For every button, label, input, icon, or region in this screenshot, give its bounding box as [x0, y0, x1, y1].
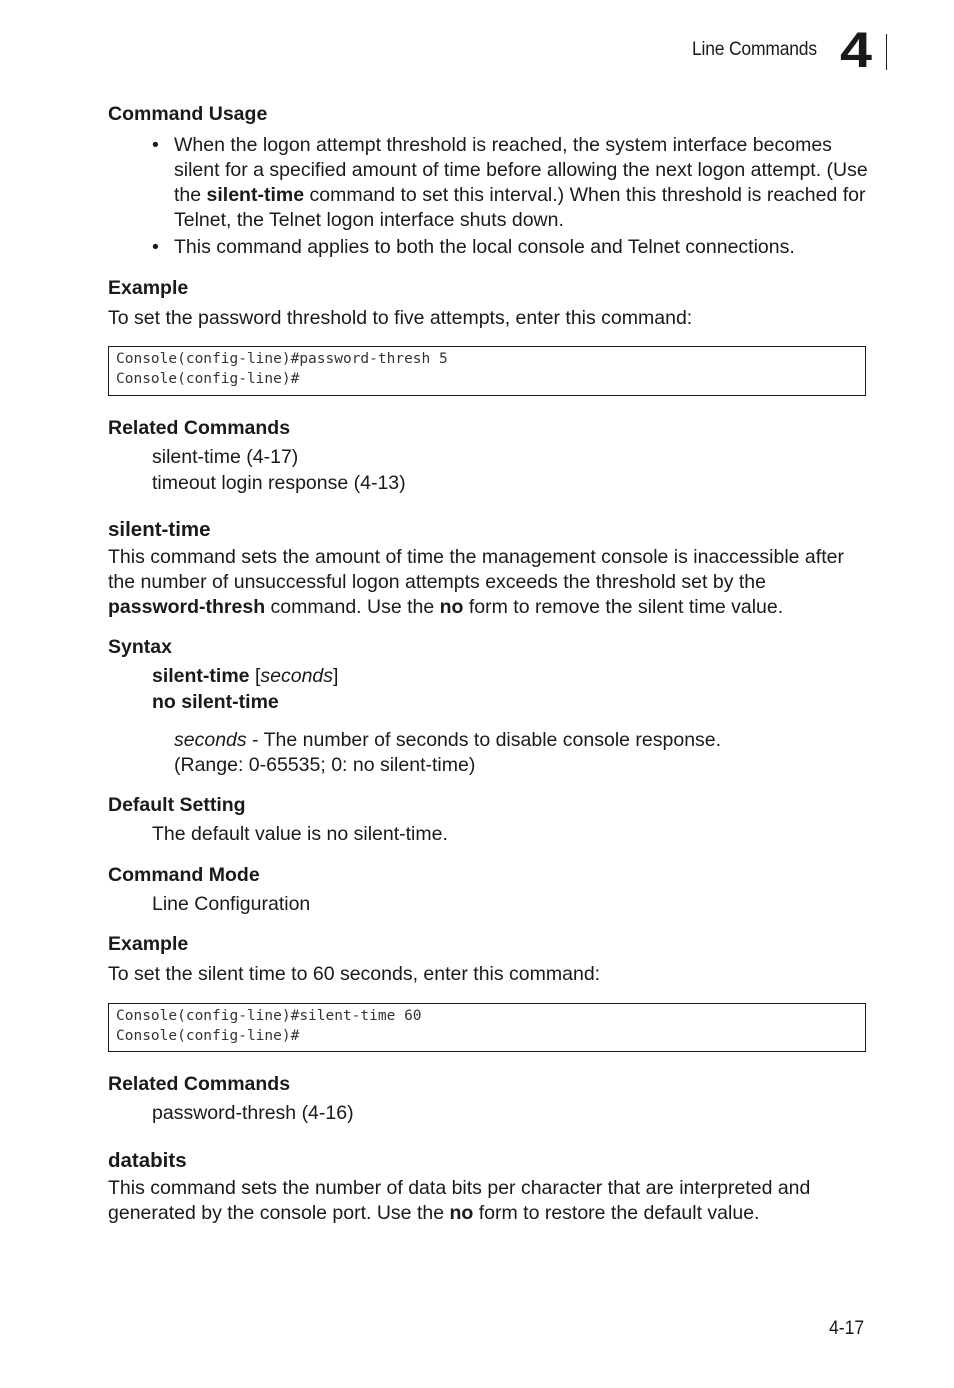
page-number: 4-17: [829, 1317, 865, 1339]
code-block: [108, 1003, 866, 1052]
command-description: This command sets the amount of time the management console is inaccessible after the number of unsuccessful logon attempts exceeds the threshold set by the password-thresh command. Use the no form to remove the silent time value.: [108, 546, 844, 618]
list-item: • This command applies to both the local console and Telnet connections.: [152, 236, 795, 258]
heading-related-commands: Related Commands: [108, 417, 291, 439]
default-text: The default value is no silent-time.: [152, 823, 448, 845]
code-line: Console(config-line)#: [116, 370, 300, 387]
heading-example: Example: [108, 277, 189, 299]
parameter-description: seconds - The number of seconds to disable console response. (Range: 0-65535; 0: no silent-time): [174, 729, 722, 776]
syntax-line: silent-time [seconds]: [152, 665, 339, 687]
command-title: silent-time: [108, 518, 211, 541]
related-list: [152, 445, 406, 496]
code-block: [108, 346, 866, 396]
heading-default-setting: Default Setting: [108, 794, 246, 816]
related-link[interactable]: timeout login response (4-13): [152, 471, 406, 494]
heading-command-mode: Command Mode: [108, 864, 260, 886]
code-line: Console(config-line)#: [116, 1027, 300, 1044]
code-line: Console(config-line)#silent-time 60: [116, 1008, 422, 1024]
code-line: Console(config-line)#password-thresh 5: [116, 351, 448, 367]
running-header: Line Commands: [692, 39, 817, 60]
syntax-line: no silent-time: [152, 690, 279, 713]
heading-syntax: Syntax: [108, 636, 172, 658]
example-text: To set the password threshold to five attempts, enter this command:: [108, 307, 693, 329]
command-mode-text: Line Configuration: [152, 893, 311, 915]
chapter-number: 4: [840, 22, 872, 78]
list-item: • When the logon attempt threshold is reached, the system interface becomes silent for a specified amount of time before allowing the next logon attempt. (Use the silent-time command to set this interval.) When this threshold is reached for Telnet, the Telnet logon interface shuts down.: [152, 134, 868, 231]
related-link[interactable]: password-thresh (4-16): [152, 1102, 354, 1124]
heading-command-usage: Command Usage: [108, 103, 268, 125]
chapter-divider: [886, 34, 887, 70]
usage-list: [152, 133, 872, 262]
related-link[interactable]: silent-time (4-17): [152, 446, 299, 468]
heading-example: Example: [108, 933, 189, 955]
example-text: To set the silent time to 60 seconds, enter this command:: [108, 963, 601, 985]
related-list: [152, 1101, 354, 1127]
command-title: databits: [108, 1149, 187, 1172]
syntax-block: [152, 664, 338, 715]
heading-related-commands: Related Commands: [108, 1073, 291, 1095]
command-description: This command sets the number of data bits per character that are interpreted and generated by the console port. Use the no form to restore the default value.: [108, 1177, 811, 1224]
